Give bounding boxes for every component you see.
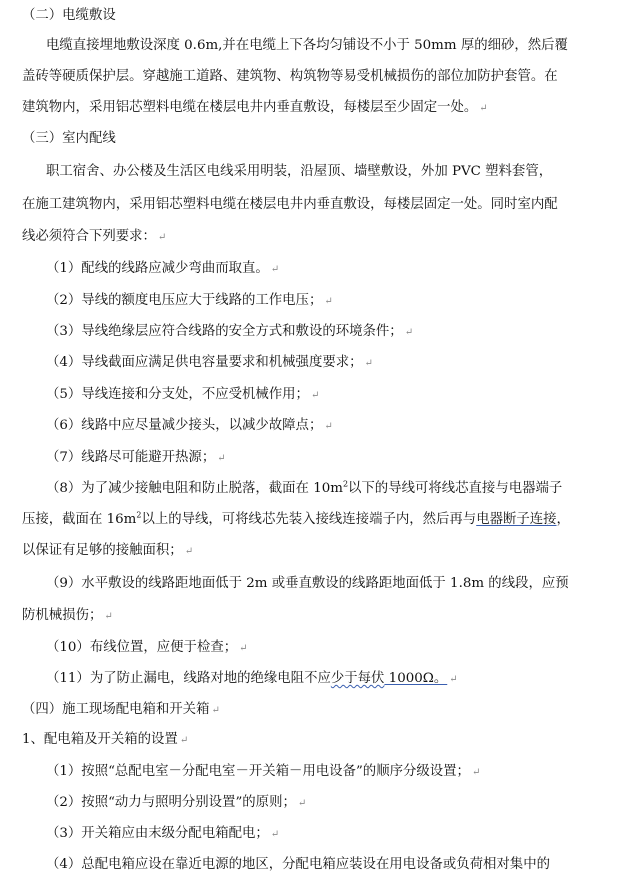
paragraph-mark-icon: ↵ xyxy=(479,103,488,114)
paragraph-line: 线必须符合下列要求： ↵ xyxy=(22,229,167,244)
list-item: （11）为了防止漏电，线路对地的绝缘电阻不应少于每伏 1000Ω。 ↵ xyxy=(46,671,458,686)
wavy-underlined-term: 少于每伏 xyxy=(330,671,385,686)
underlined-term: 电器断子连接 xyxy=(476,512,557,527)
paragraph-mark-icon: ↵ xyxy=(104,611,113,622)
paragraph-mark-icon: ↵ xyxy=(157,232,167,243)
list-item-continuation: 以保证有足够的接触面积； ↵ xyxy=(22,543,194,558)
section-heading-distribution-boxes: （四）施工现场配电箱和开关箱 ↵ xyxy=(22,702,220,717)
list-item: （6）线路中应尽量减少接头，以减少故障点； ↵ xyxy=(46,418,333,433)
paragraph-line: 电缆直接埋地敷设深度 0.6m,并在电缆上下各均匀铺设不小于 50mm 厚的细砂，然后覆 xyxy=(46,38,568,53)
paragraph-mark-icon: ↵ xyxy=(184,546,194,557)
paragraph-line: 职工宿舍、办公楼及生活区电线采用明装，沿屋顶、墙壁敷设，外加 PVC 塑料套管， xyxy=(46,164,553,179)
list-item: （3）开关箱应由末级分配电箱配电； ↵ xyxy=(46,826,280,841)
paragraph-mark-icon: ↵ xyxy=(404,327,414,338)
list-item-continuation: 防机械损伤； ↵ xyxy=(22,608,113,623)
paragraph-mark-icon: ↵ xyxy=(297,798,307,809)
list-item: （4）总配电箱应设在靠近电源的地区，分配电箱应装设在用电设备或负荷相对集中的 xyxy=(46,857,550,872)
paragraph-mark-icon: ↵ xyxy=(211,705,220,716)
section-heading-cable-laying: （二）电缆敷设 xyxy=(22,8,116,23)
paragraph-line: 盖砖等硬质保护层。穿越施工道路、建筑物、构筑物等易受机械损伤的部位加防护套管。在 xyxy=(22,69,558,84)
list-item: （1）配线的线路应减少弯曲而取直。 ↵ xyxy=(46,261,280,276)
list-item: （2）按照“动力与照明分别设置”的原则； ↵ xyxy=(46,795,307,810)
list-item: （9）水平敷设的线路距地面低于 2m 或垂直敷设的线路距地面低于 1.8m 的线段，应预 xyxy=(46,576,569,591)
paragraph-mark-icon: ↵ xyxy=(179,735,189,746)
paragraph-mark-icon: ↵ xyxy=(310,390,320,401)
paragraph-mark-icon: ↵ xyxy=(449,674,458,685)
paragraph-mark-icon: ↵ xyxy=(471,767,481,778)
paragraph-mark-icon: ↵ xyxy=(217,453,226,464)
list-item: （4）导线截面应满足供电容量要求和机械强度要求； ↵ xyxy=(46,355,373,370)
paragraph-mark-icon: ↵ xyxy=(270,264,280,275)
list-item: （2）导线的额度电压应大于线路的工作电压； ↵ xyxy=(46,293,333,308)
list-item: （3）导线绝缘层应符合线路的安全方式和敷设的环境条件； ↵ xyxy=(46,324,414,339)
list-item-continuation: 压接，截面在 $16m^2$以上的导线，可将线芯先装入接线连接端子内，然后再与电器断子连接， xyxy=(22,510,570,527)
list-item: （1）按照“总配电室－分配电室－开关箱－用电设备”的顺序分级设置； ↵ xyxy=(46,764,481,779)
paragraph-mark-icon: ↵ xyxy=(270,829,280,840)
paragraph-mark-icon: ↵ xyxy=(239,643,248,654)
paragraph-line: 建筑物内，采用铝芯塑料电缆在楼层电井内垂直敷设，每楼层至少固定一处。 ↵ xyxy=(22,100,488,115)
paragraph-mark-icon: ↵ xyxy=(324,421,333,432)
sub-heading: 1、配电箱及开关箱的设置 ↵ xyxy=(22,732,189,747)
list-item: （7）线路尽可能避开热源； ↵ xyxy=(46,450,226,465)
section-heading-indoor-wiring: （三）室内配线 xyxy=(22,131,116,146)
paragraph-mark-icon: ↵ xyxy=(324,296,333,307)
list-item: （5）导线连接和分支处，不应受机械作用； ↵ xyxy=(46,387,320,402)
list-item: （8）为了减少接触电阻和防止脱落，截面在 $10m^2$以下的导线可将线芯直接与电器端子 xyxy=(46,479,563,496)
paragraph-line: 在施工建筑物内，采用铝芯塑料电缆在楼层电井内垂直敷设，每楼层固定一处。同时室内配 xyxy=(22,197,558,212)
paragraph-mark-icon: ↵ xyxy=(364,358,373,369)
list-item: （10）布线位置，应便于检查； ↵ xyxy=(46,640,248,655)
